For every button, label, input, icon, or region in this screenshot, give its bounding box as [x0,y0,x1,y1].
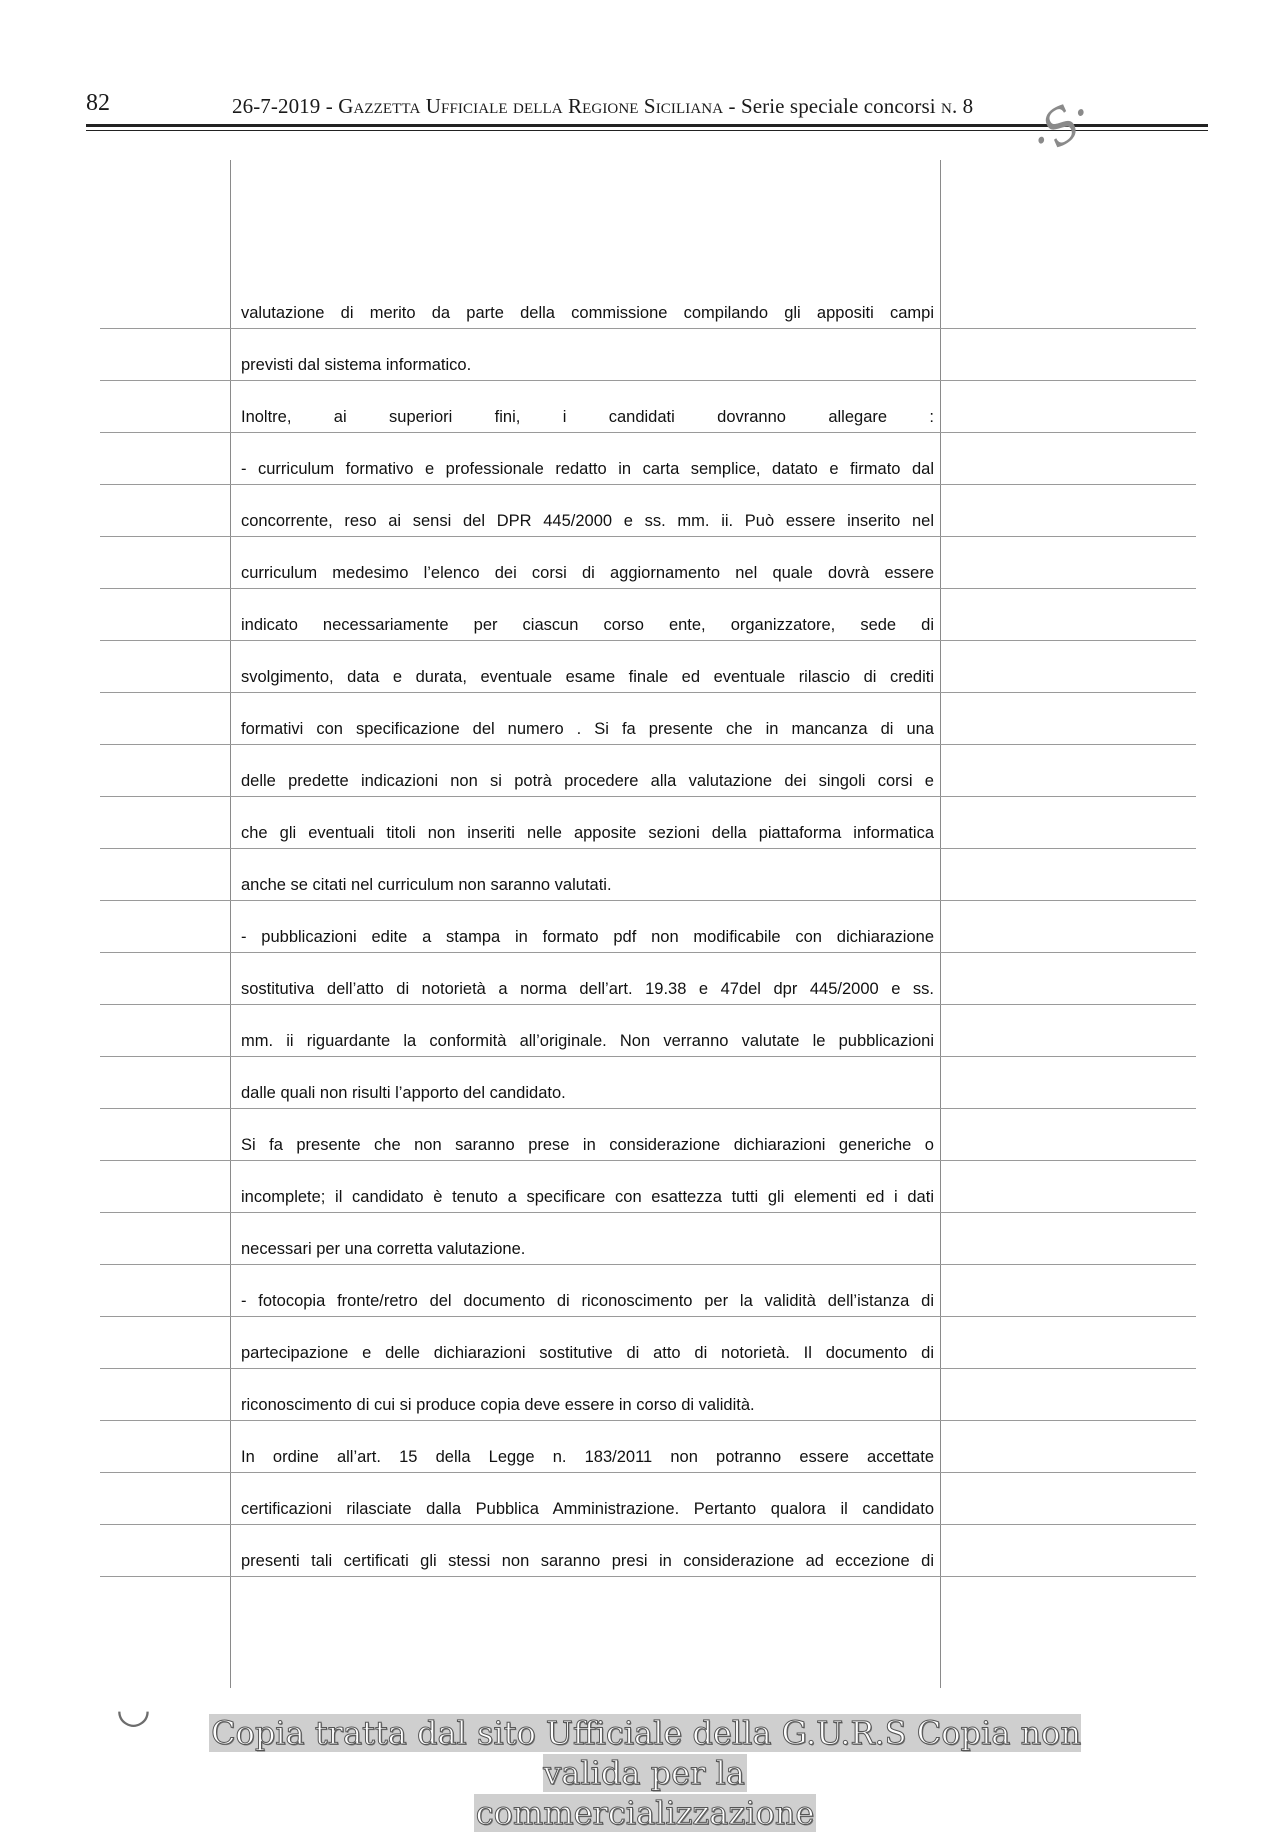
text-line [100,900,1196,953]
text-line-content: Si fa presente che non saranno prese in considerazione dichiarazioni generiche o [241,1136,934,1154]
text-line [100,1212,1196,1265]
text-line-content: sostitutiva dell’atto di notorietà a norma dell’art. 19.38 e 47del dpr 445/2000 e ss. [241,980,934,998]
text-line-content: curriculum medesimo l’elenco dei corsi di aggiornamento nel quale dovrà essere [241,564,934,582]
text-line-content: riconoscimento di cui si produce copia deve essere in corso di validità. [241,1396,755,1414]
header-series: Serie speciale concorsi [740,94,936,118]
text-line-content: incomplete; il candidato è tenuto a specificare con esattezza tutti gli elementi ed i dati [241,1188,934,1206]
text-line-content: svolgimento, data e durata, eventuale esame finale ed eventuale rilascio di crediti [241,668,934,686]
text-line-content: Inoltre, ai superiori fini, i candidati dovranno allegare : [241,408,934,426]
text-line-content: delle predette indicazioni non si potrà procedere alla valutazione dei singoli corsi e [241,772,934,790]
text-line [100,952,1196,1005]
text-line [100,1108,1196,1161]
footer-line-2: commercializzazione [475,1794,815,1832]
header-title: 26-7-2019 - Gazzetta Ufficiale della Regione Siciliana - Serie speciale concorsi n. 8 [232,94,974,118]
footer-mark-icon: ◡ [116,1686,151,1732]
text-line-content: formativi con specificazione del numero . Si fa presente che in mancanza di una [241,720,934,738]
text-line [100,1004,1196,1057]
text-line-content: - pubblicazioni edite a stampa in formato pdf non modificabile con dichiarazione [241,928,934,946]
text-line [100,328,1196,381]
text-line [100,484,1196,537]
text-line [100,640,1196,693]
text-line [100,1472,1196,1525]
header-date: 26-7-2019 [232,94,321,118]
text-line [100,276,1196,329]
header-publication: Gazzetta Ufficiale della Regione Siciliana [338,94,724,118]
text-line-content: - fotocopia fronte/retro del documento di riconoscimento per la validità dell’istanza di [241,1292,934,1310]
text-line-content: indicato necessariamente per ciascun corso ente, organizzatore, sede di [241,616,934,634]
page-number: 82 [86,90,110,116]
footer-line-1: Copia tratta dal sito Ufficiale della G.U.R.S Copia non valida per la [211,1714,1081,1792]
text-line [100,744,1196,797]
text-line-content: In ordine all’art. 15 della Legge n. 183/2011 non potranno essere accettate [241,1448,934,1466]
header-issue-prefix: n. [941,94,958,118]
text-line [100,848,1196,901]
text-line-content: previsti dal sistema informatico. [241,356,472,374]
text-line [100,536,1196,589]
text-line [100,1056,1196,1109]
text-line [100,1368,1196,1421]
header-issue-number: 8 [962,94,974,118]
text-line [100,1264,1196,1317]
text-line-content: certificazioni rilasciate dalla Pubblica Amministrazione. Pertanto qualora il candidato [241,1500,934,1518]
text-line [100,796,1196,849]
text-line-content: dalle quali non risulti l’apporto del candidato. [241,1084,566,1102]
text-line-content: concorrente, reso ai sensi del DPR 445/2000 e ss. mm. ii. Può essere inserito nel [241,512,934,530]
footer-notice [176,1713,1114,1833]
text-line-content: anche se citati nel curriculum non saranno valutati. [241,876,612,894]
text-line [100,380,1196,433]
text-line-content: - curriculum formativo e professionale redatto in carta semplice, datato e firmato dal [241,460,934,478]
text-line [100,588,1196,641]
stamp-mark-icon: ·S· [1019,85,1104,168]
text-line [100,432,1196,485]
text-line [100,692,1196,745]
text-line-content: che gli eventuali titoli non inseriti nelle apposite sezioni della piattaforma informatica [241,824,934,842]
text-line-content: presenti tali certificati gli stessi non saranno presi in considerazione ad eccezione di [241,1552,934,1570]
text-line-content: mm. ii riguardante la conformità all’originale. Non verranno valutate le pubblicazioni [241,1032,934,1050]
text-line [100,1524,1196,1577]
text-line [100,1420,1196,1473]
text-line-content: partecipazione e delle dichiarazioni sostitutive di atto di notorietà. Il documento di [241,1344,934,1362]
text-line [100,1160,1196,1213]
text-line-content: necessari per una corretta valutazione. [241,1240,526,1258]
text-line-content: valutazione di merito da parte della commissione compilando gli appositi campi [241,304,934,322]
text-line [100,1316,1196,1369]
